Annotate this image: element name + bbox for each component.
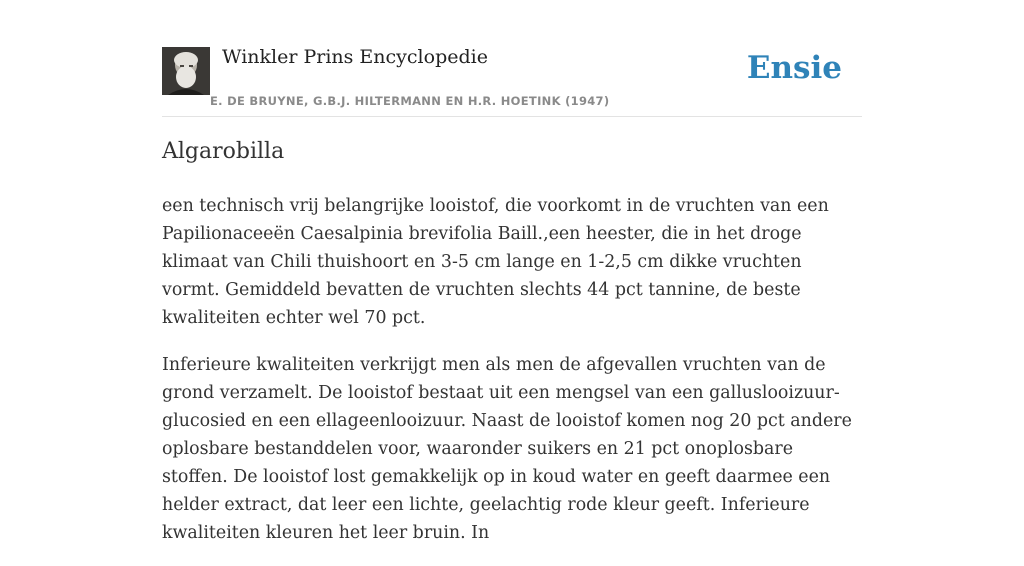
entry-title: Algarobilla [162,139,285,164]
publication-title: Winkler Prins Encyclopedie [222,46,488,68]
authors-line: E. DE BRUYNE, G.B.J. HILTERMANN EN H.R. HOETINK (1947) [210,94,610,108]
entry-paragraph-2: Inferieure kwaliteiten verkrijgt men als men de afgevallen vruchten van de grond verzamelt. De looistof bestaat uit een mengsel van een galluslooizuur-glucosied en een ellageenlooizuur. Naast de looistof komen nog 20 pct andere oplosbare bestanddelen voor, waaronder suikers en 21 pct onoplosbare stoffen. De looistof lost gemakkelijk op in koud water en geeft daarmee een helder extract, dat leer een lichte, geelachtig rode kleur geeft. Inferieure kwaliteiten kleuren het leer bruin. In [162,355,852,543]
encyclopedia-header [162,44,862,117]
entry-paragraph-1: een technisch vrij belangrijke looistof, die voorkomt in de vruchten van een Papilionaceeën Caesalpinia brevifolia Baill.,een heester, die in het droge klimaat van Chili thuishoort en 3-5 cm lange en 1-2,5 cm dikke vruchten vormt. Gemiddeld bevatten de vruchten slechts 44 pct tannine, de beste kwaliteiten echter wel 70 pct. [162,196,829,328]
portrait-image [162,47,210,95]
author-portrait-icon [162,47,210,95]
entry-body [162,192,864,566]
ensie-logo-link[interactable]: Ensie [746,50,842,86]
